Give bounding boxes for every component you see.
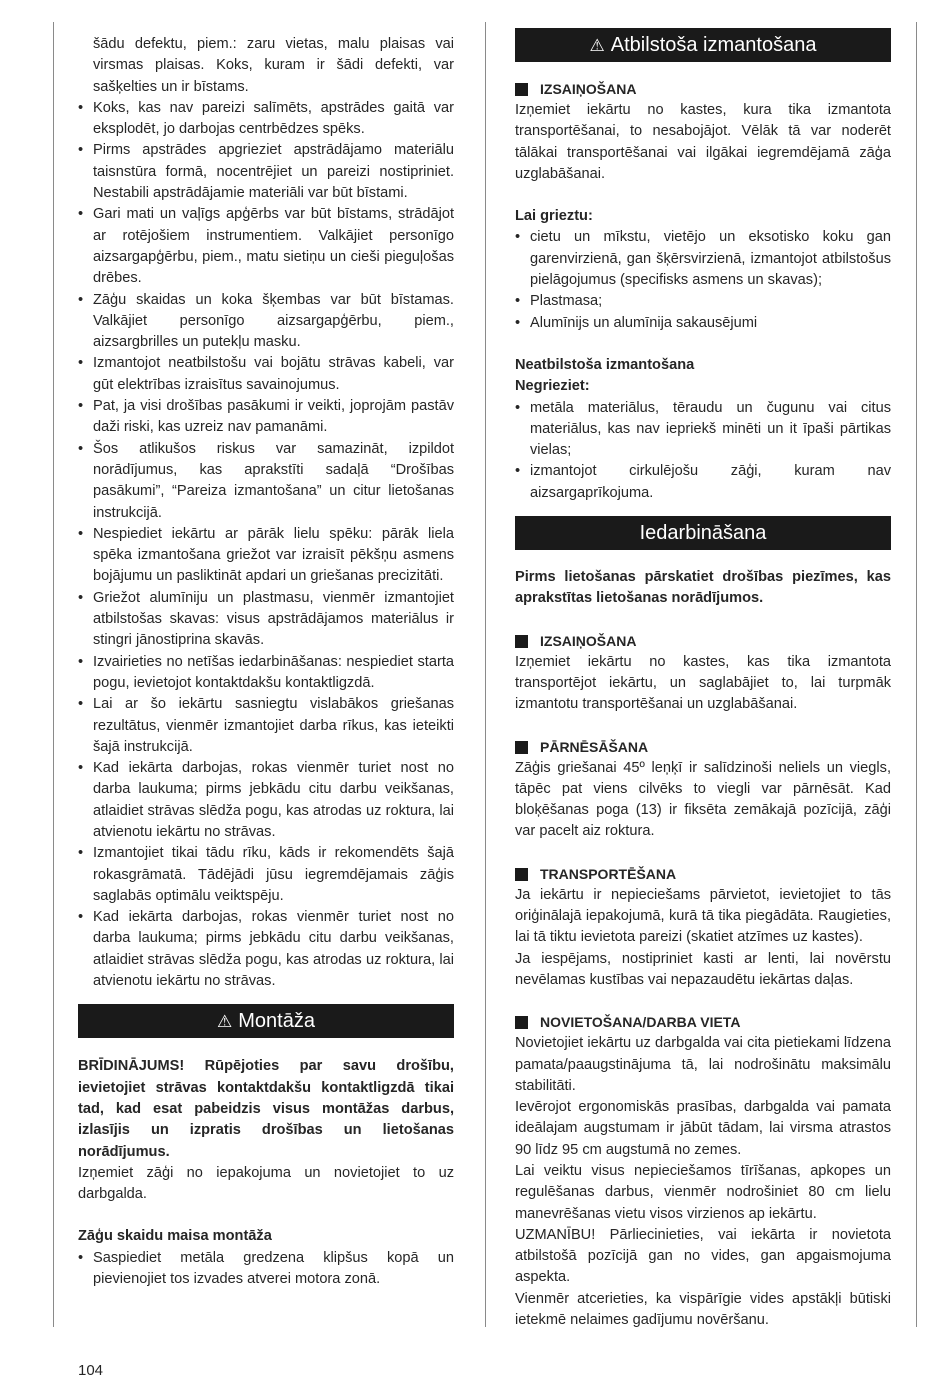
square-bullet-icon xyxy=(515,868,528,881)
list-item: • Izmantojot neatbilstošu vai bojātu strāvas kabeli, var gūt elektrības izraisītus savainojumus. xyxy=(78,353,454,396)
list-item: • Izmantojiet tikai tādu rīku, kāds ir rekomendēts šajā rokasgrāmatā. Tādējādi jūsu iegremdējamais zāģis saglabās optimālu veiktspēju. xyxy=(78,843,454,907)
cut-list xyxy=(515,227,891,333)
list-item: • metāla materiālus, tēraudu un čugunu vai citus materiālus, kas nav iepriekš minēti un it īpaši pārtikas vielas; xyxy=(515,398,891,462)
list-item: • Koks, kas nav pareizi salīmēts, apstrādes gaitā var eksplodēt, jo darbojas centrbēdzes spēks. xyxy=(78,98,454,141)
transport-heading: TRANSPORTĒŠANA xyxy=(515,864,891,885)
placement-text-3: Lai veiktu visus nepieciešamos tīrīšanas, apkopes un regulēšanas darbus, vienmēr nodrošiniet 80 cm lielu manevrēšanas vietu visos virzienos ap iekārtu. xyxy=(515,1162,891,1222)
start-title: Iedarbināšana xyxy=(639,522,767,545)
montaza-warning: BRĪDINĀJUMS! Rūpējoties par savu drošību, ievietojiet strāvas kontaktdakšu kontaktligzdā tikai tad, kad esat pabeidzis visus montāžas darbus, izlasījis un izpratis drošības un lietošanas norādījumus. xyxy=(78,1058,454,1160)
unpacking-heading: IZSAIŅOŠANA xyxy=(515,79,891,100)
list-item: • Pat, ja visi drošības pasākumi ir veikti, joprojām pastāv daži riski, kas uzreiz nav pamanāmi. xyxy=(78,396,454,439)
left-column xyxy=(78,34,454,1290)
risk-bullet-list xyxy=(78,98,454,992)
start-note: Pirms lietošanas pārskatiet drošības piezīmes, kas aprakstītas lietošanas norādījumos. xyxy=(515,569,891,607)
dust-bag-list xyxy=(78,1248,454,1291)
unpacking-heading-2: IZSAIŅOŠANA xyxy=(515,631,891,652)
list-item: • Kad iekārta darbojas, rokas vienmēr turiet nost no darba laukuma; pirms jebkādu citu darbu veikšanas, atlaidiet strāvas slēdža pogu, kas atrodas uz roktura, lai atvienotu iekārtu no strāvas. xyxy=(78,758,454,843)
montaza-instruction: Izņemiet zāģi no iepakojuma un novietojiet to uz darbgalda. xyxy=(78,1164,454,1203)
dust-bag-heading: Zāģu skaidu maisa montāža xyxy=(78,1228,272,1245)
list-item: • Alumīnijs un alumīnija sakausējumi xyxy=(515,313,891,334)
square-bullet-icon xyxy=(515,83,528,96)
carrying-text: Zāģis griešanai 45º leņķī ir salīdzinoši neliels un viegls, tāpēc pat viens cilvēks to viegli var pārnēsāt. Kad bloķēšanas poga (13) ir fiksēta zemākajā pozīcijā, zāģi var pacelt aiz roktura. xyxy=(515,759,891,840)
usage-title: Atbilstoša izmantošana xyxy=(610,34,817,56)
list-item: • Pirms apstrādes apgrieziet apstrādājamo materiālu taisnstūra formā, nocentrējiet un pareizi nostipriniet. Nestabili apstrādājamie materiāli var būt bīstami. xyxy=(78,140,454,204)
cut-heading: Lai grieztu: xyxy=(515,208,593,225)
carrying-heading: PĀRNĒSĀŠANA xyxy=(515,737,891,758)
list-item: • Griežot alumīniju un plastmasu, vienmēr izmantojiet atbilstošas skavas: visus apstrādājamos materiālus ir stingri jānostiprina skavās. xyxy=(78,588,454,652)
right-column xyxy=(515,28,891,1331)
left-margin-rule xyxy=(53,22,54,1327)
list-item: • Nespiediet iekārtu ar pārāk lielu spēku: pārāk liela spēka izmantošana griežot var izraisīt pēkšņu asmens bojājumu un pasliktināt apdari un griešanas precizitāti. xyxy=(78,524,454,588)
intro-paragraph: šādu defektu, piem.: zaru vietas, malu plaisas vai virsmas plaisas. Koks, kuram ir šādi defekti, var sašķelties un ir bīstams. xyxy=(93,36,454,95)
start-section-banner xyxy=(515,516,891,550)
placement-text-2: Ievērojot ergonomiskās prasības, darbgalda vai pamata ideālajam augstumam ir jābūt tādam, lai virsma atrastos 90 līdz 95 cm augstumā no zemes. xyxy=(515,1099,891,1158)
placement-text: Novietojiet iekārtu uz darbgalda vai cita pietiekami līdzena pamata/paaugstinājuma tā, lai nodrošinātu maksimālu stabilitāti. xyxy=(515,1035,891,1094)
usage-section-banner xyxy=(515,28,891,62)
list-item: • Zāģu skaidas un koka šķembas var būt bīstamas. Valkājiet personīgo aizsargapģērbu, piem., aizsargbrilles un putekļu masku. xyxy=(78,290,454,354)
transport-text-2: Ja iespējams, nostipriniet kasti ar lenti, lai novērstu nevēlamas kustības vai nepazaudētu iekārtas daļas. xyxy=(515,950,891,988)
square-bullet-icon xyxy=(515,741,528,754)
montaza-section-banner xyxy=(78,1004,454,1038)
placement-text-5: Vienmēr atcerieties, ka vispārīgie vides apstākļi būtiski ietekmē nelaimes gadījumu novēršanu. xyxy=(515,1290,891,1329)
transport-text: Ja iekārtu ir nepieciešams pārvietot, ievietojiet to tās oriģinālajā iepakojumā, kurā tā tika piegādāta. Raugieties, lai tā tiktu ievietota pareizi (skatiet atzīmes uz kastes). xyxy=(515,886,891,946)
list-item: • Kad iekārta darbojas, rokas vienmēr turiet nost no darba laukuma; pirms jebkādu citu darbu veikšanas, atlaidiet strāvas slēdža pogu, kas atrodas uz roktura, lai atvienotu iekārtu no strāvas. xyxy=(78,907,454,992)
improper-use-heading: Neatbilstoša izmantošana xyxy=(515,356,695,373)
page-number: 104 xyxy=(78,1362,104,1379)
warning-triangle-icon: ⚠ xyxy=(589,36,605,55)
list-item: • izmantojot cirkulējošu zāģi, kuram nav aizsargaprīkojuma. xyxy=(515,461,891,504)
right-margin-rule xyxy=(916,22,917,1327)
unpacking-text: Izņemiet iekārtu no kastes, kura tika izmantota transportēšanai, to nesabojājot. Vēlāk tā var noderēt tālākai transportēšanai vai ilgākai iegremdējamā zāģa uzglabāšanai. xyxy=(515,102,891,182)
list-item: • Gari mati un vaļīgs apģērbs var būt bīstams, strādājot ar rotējošiem instrumentiem. Valkājiet personīgo aizsargapģērbu, piem., matu sietiņu un cieši pieguļošas drēbes. xyxy=(78,204,454,289)
placement-heading: NOVIETOŠANA/DARBA VIETA xyxy=(515,1012,891,1033)
list-item: • Šos atlikušos riskus var samazināt, izpildot norādījumus, kas aprakstīti sadaļā “Drošības pasākumi”, “Pareiza izmantošana” un citur lietošanas instrukcijā. xyxy=(78,439,454,524)
list-item: • Izvairieties no netīšas iedarbināšanas: nespiediet starta pogu, ievietojot kontaktdakšu kontaktligzdā. xyxy=(78,652,454,695)
do-not-cut-list xyxy=(515,398,891,504)
montaza-title: Montāža xyxy=(238,1010,315,1033)
list-item: • Plastmasa; xyxy=(515,291,891,312)
list-item: • Saspiediet metāla gredzena klipšus kopā un pievienojiet tos izvades atverei motora zonā. xyxy=(78,1248,454,1291)
list-item: • Lai ar šo iekārtu sasniegtu vislabākos griešanas rezultātus, vienmēr izmantojiet darba rīkus, kas ieteikti šajā instrukcijā. xyxy=(78,694,454,758)
list-item: • cietu un mīkstu, vietējo un eksotisko koku gan garenvirzienā, gan šķērsvirzienā, izmantojot atbilstošus pielāgojumus (specifisks asmens un skavas); xyxy=(515,227,891,291)
unpacking-text-2: Izņemiet iekārtu no kastes, kas tika izmantota transportējot iekārtu, un saglabājiet to, lai turpmāk izmantotu transportēšanai un uzglabāšanai. xyxy=(515,653,891,713)
square-bullet-icon xyxy=(515,1016,528,1029)
placement-text-4: UZMANĪBU! Pārliecinieties, vai iekārta ir novietota atbilstošā pozīcijā gan no vides, gan apgaismojuma aspekta. xyxy=(515,1226,891,1286)
warning-triangle-icon: ⚠ xyxy=(217,1012,233,1032)
do-not-cut-heading: Negrieziet: xyxy=(515,378,590,395)
square-bullet-icon xyxy=(515,635,528,648)
column-divider xyxy=(485,22,486,1327)
